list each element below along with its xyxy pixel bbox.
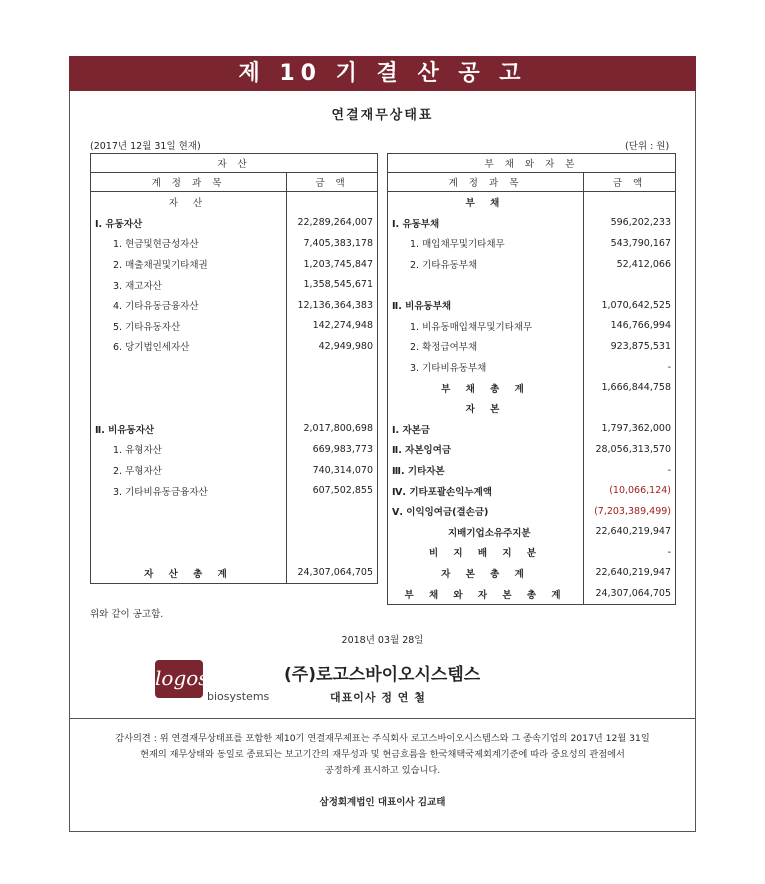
- account-label: 부 채 와 자 본 총 계: [404, 589, 567, 601]
- account-amount: 28,056,313,570: [584, 439, 676, 460]
- account-amount: 146,766,994: [584, 316, 676, 337]
- account-label: 부 채 총 계: [441, 383, 530, 395]
- account-amount: (7,203,389,499): [584, 501, 676, 522]
- table-row: [91, 357, 378, 378]
- account-label: [91, 542, 287, 563]
- account-amount: 7,405,383,178: [287, 233, 378, 254]
- account-label: Ⅰ. 유동부채: [392, 218, 440, 230]
- table-row: [91, 192, 378, 213]
- table-row: [388, 439, 676, 460]
- account-label: 1. 유형자산: [113, 445, 162, 457]
- table-row: [388, 213, 676, 234]
- account-amount: [287, 398, 378, 419]
- account-label: 지배기업소유주지분: [448, 527, 531, 539]
- col-amount-header: 금 액: [287, 173, 378, 192]
- audit-opinion: [90, 731, 675, 779]
- table-row: [91, 213, 378, 234]
- account-label: 부 채: [465, 198, 506, 210]
- assets-table: [90, 153, 378, 584]
- account-amount: 740,314,070: [287, 460, 378, 481]
- account-label: [91, 377, 287, 398]
- account-label: Ⅳ. 기타포괄손익누계액: [392, 486, 492, 498]
- account-label: Ⅲ. 기타자본: [392, 466, 445, 478]
- table-row: [91, 439, 378, 460]
- statement-title: 연결재무상태표: [331, 108, 434, 123]
- account-label: 6. 당기법인세자산: [113, 342, 190, 354]
- account-amount: 1,070,642,525: [584, 295, 676, 316]
- table-row: [388, 336, 676, 357]
- date-note: (2017년 12월 31일 현재): [90, 141, 201, 152]
- table-row: [91, 501, 378, 522]
- account-label: 4. 기타유동금융자산: [113, 301, 199, 313]
- account-amount: 42,949,980: [287, 336, 378, 357]
- account-label: 1. 현금및현금성자산: [113, 239, 199, 251]
- account-label: 1. 비유동매입채무및기타채무: [410, 321, 533, 333]
- account-amount: 12,136,364,383: [287, 295, 378, 316]
- audit-line: 감사의견 : 위 연결재무상태표를 포함한 제10기 연결재무제표는 주식회사 로고스바이오시스템스와 그 종속기업의 2017년 12월 31일: [115, 733, 650, 744]
- account-label: [91, 357, 287, 378]
- account-label: 2. 매출채권및기타채권: [113, 260, 208, 272]
- assets-section-header: 자 산: [91, 154, 378, 173]
- table-row: [388, 522, 676, 543]
- table-row: [91, 274, 378, 295]
- audit-line: 현재의 재무상태와 동일로 종료되는 보고기간의 재무성과 및 현금흐름을 한국채택국제회계기준에 따라 중요성의 관점에서: [140, 749, 625, 760]
- divider: [69, 718, 696, 719]
- publish-date: 2018년 03월 28일: [341, 635, 424, 646]
- col-amount-header: 금 액: [584, 173, 676, 192]
- account-label: 자 산: [168, 198, 209, 210]
- table-row: [91, 254, 378, 275]
- table-row: [388, 233, 676, 254]
- account-label: Ⅴ. 이익잉여금(결손금): [392, 507, 489, 519]
- liabilities-section-header: 부 채 와 자 본: [388, 154, 676, 173]
- account-label: 비 지 배 지 분: [428, 548, 543, 560]
- table-row: [388, 563, 676, 584]
- account-amount: 22,640,219,947: [584, 522, 676, 543]
- banner-title: 제 10 기 결 산 공 고: [69, 56, 696, 91]
- table-row: [91, 542, 378, 563]
- account-amount: 669,983,773: [287, 439, 378, 460]
- table-row: [388, 542, 676, 563]
- account-amount: 1,797,362,000: [584, 419, 676, 440]
- table-row: [388, 419, 676, 440]
- account-label: 3. 기타비유동부채: [410, 363, 487, 375]
- table-row: [388, 377, 676, 398]
- account-label: [388, 274, 584, 295]
- account-amount: [584, 398, 676, 419]
- table-row: [91, 563, 378, 584]
- table-row: [91, 460, 378, 481]
- account-amount: 1,666,844,758: [584, 377, 676, 398]
- account-amount: 52,412,066: [584, 254, 676, 275]
- table-row: [388, 460, 676, 481]
- table-row: [388, 480, 676, 501]
- account-amount: 1,203,745,847: [287, 254, 378, 275]
- account-amount: 22,289,264,007: [287, 213, 378, 234]
- account-label: 자 산 총 계: [144, 568, 233, 580]
- account-amount: [287, 357, 378, 378]
- liabilities-table: [387, 153, 676, 605]
- account-amount: -: [584, 357, 676, 378]
- account-amount: [287, 542, 378, 563]
- table-row: [388, 192, 676, 213]
- table-row: [388, 583, 676, 604]
- account-label: 1. 매입채무및기타채무: [410, 239, 505, 251]
- account-amount: 24,307,064,705: [584, 583, 676, 604]
- after-note: 위와 같이 공고함.: [90, 609, 164, 620]
- table-row: [91, 377, 378, 398]
- ceo-name: 대표이사 정 연 철: [330, 691, 426, 704]
- table-row: [388, 501, 676, 522]
- table-row: [91, 480, 378, 501]
- account-amount: [287, 192, 378, 213]
- table-row: [91, 316, 378, 337]
- account-amount: -: [584, 542, 676, 563]
- table-row: [388, 254, 676, 275]
- account-amount: [287, 522, 378, 543]
- account-label: Ⅱ. 비유동자산: [95, 424, 155, 436]
- col-account-header: 계 정 과 목: [388, 173, 584, 192]
- table-row: [91, 419, 378, 440]
- account-amount: 543,790,167: [584, 233, 676, 254]
- account-amount: 596,202,233: [584, 213, 676, 234]
- account-label: 2. 무형자산: [113, 466, 162, 478]
- logos-logo: logos: [155, 660, 203, 698]
- table-row: [91, 398, 378, 419]
- table-row: [388, 274, 676, 295]
- account-label: 자 본: [465, 404, 506, 416]
- account-label: [91, 398, 287, 419]
- account-label: [91, 501, 287, 522]
- account-label: 5. 기타유동자산: [113, 321, 181, 333]
- table-row: [91, 522, 378, 543]
- table-row: [388, 295, 676, 316]
- account-label: [91, 522, 287, 543]
- company-name: (주)로고스바이오시스템스: [284, 665, 481, 685]
- account-label: 2. 확정급여부채: [410, 342, 478, 354]
- account-amount: 607,502,855: [287, 480, 378, 501]
- account-label: Ⅰ. 자본금: [392, 424, 430, 436]
- table-row: [388, 398, 676, 419]
- account-label: Ⅱ. 자본잉여금: [392, 445, 452, 457]
- logo-subtext: biosystems: [207, 690, 270, 703]
- table-row: [91, 295, 378, 316]
- table-row: [388, 357, 676, 378]
- account-amount: (10,066,124): [584, 480, 676, 501]
- account-amount: 2,017,800,698: [287, 419, 378, 440]
- account-amount: 142,274,948: [287, 316, 378, 337]
- table-row: [91, 233, 378, 254]
- audit-line: 공정하게 표시하고 있습니다.: [324, 765, 441, 776]
- account-label: Ⅱ. 비유동부채: [392, 301, 452, 313]
- account-amount: [287, 501, 378, 522]
- account-label: 3. 기타비유동금융자산: [113, 486, 208, 498]
- unit-note: (단위 : 원): [625, 141, 670, 152]
- account-label: 2. 기타유동부채: [410, 260, 478, 272]
- account-amount: 24,307,064,705: [287, 563, 378, 584]
- table-row: [388, 316, 676, 337]
- account-amount: 22,640,219,947: [584, 563, 676, 584]
- account-amount: [287, 377, 378, 398]
- account-amount: 923,875,531: [584, 336, 676, 357]
- account-label: 3. 재고자산: [113, 280, 162, 292]
- account-amount: [584, 274, 676, 295]
- auditor-name: 삼정회계법인 대표이사 김교태: [319, 797, 446, 808]
- col-account-header: 계 정 과 목: [91, 173, 287, 192]
- table-row: [91, 336, 378, 357]
- account-amount: -: [584, 460, 676, 481]
- account-amount: [584, 192, 676, 213]
- account-label: Ⅰ. 유동자산: [95, 218, 143, 230]
- account-amount: 1,358,545,671: [287, 274, 378, 295]
- account-label: 자 본 총 계: [441, 568, 530, 580]
